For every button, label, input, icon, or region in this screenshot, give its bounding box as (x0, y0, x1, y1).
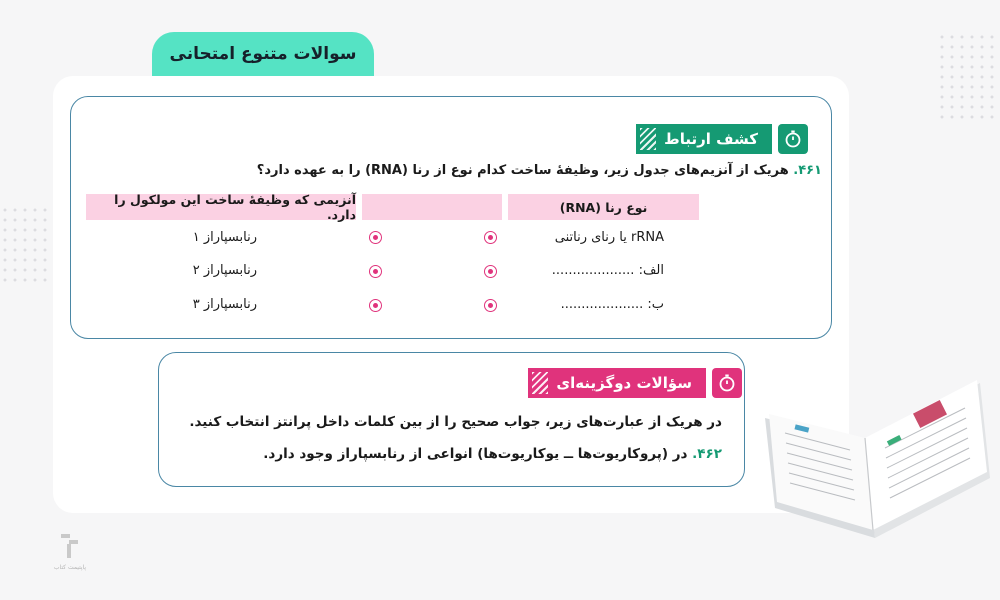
question-body: هریک از آنزیم‌های جدول زیر، وظیفهٔ ساخت کدام نوع از رنا (RNA) را به عهده دارد؟ (256, 163, 794, 178)
question-461-text (257, 163, 822, 178)
table-cell-rna-type: rRNA یا رنای رناتنی (554, 230, 664, 245)
dot-pattern-decoration (937, 32, 997, 122)
radio-dot-icon[interactable] (484, 299, 497, 312)
table-header-empty (362, 194, 502, 220)
radio-dot-icon[interactable] (369, 299, 382, 312)
table-cell-enzyme: رنابسپاراز ۳ (192, 297, 257, 312)
open-book-illustration (755, 378, 995, 548)
question-number: ۴۶۱. (793, 163, 822, 178)
brand-logo-icon (57, 532, 83, 562)
stopwatch-icon (712, 368, 742, 398)
radio-dot-icon[interactable] (369, 231, 382, 244)
brand-logo-text: پاپتیمت کتاب (53, 564, 87, 571)
radio-dot-icon[interactable] (484, 265, 497, 278)
radio-dot-icon[interactable] (369, 265, 382, 278)
instruction-text: در هریک از عبارت‌های زیر، جواب صحیح را از بین کلمات داخل پرانتز انتخاب کنید. (189, 414, 722, 430)
table-cell-rna-type: ب: .................... (560, 297, 664, 312)
dot-pattern-decoration (0, 205, 50, 285)
stopwatch-icon (778, 124, 808, 154)
radio-dot-icon[interactable] (484, 231, 497, 244)
table-header-rna-type: نوع رنا (RNA) (508, 194, 699, 220)
question-body: در (پروکاریوت‌ها ــ یوکاریوت‌ها) انواعی از رنابسپاراز وجود دارد. (263, 446, 693, 462)
question-number: ۴۶۲. (692, 446, 722, 462)
table-cell-rna-type: الف: .................... (551, 263, 664, 278)
section-header-two-choice (528, 368, 742, 398)
page-title-tab: سوالات متنوع امتحانی (152, 32, 374, 76)
question-462-text (263, 446, 722, 462)
brand-logo (50, 532, 90, 582)
section-header-label: سؤالات دوگزینه‌ای (528, 368, 706, 398)
table-header-enzyme: آنزیمی که وظیفهٔ ساخت این مولکول را دارد. (86, 194, 356, 220)
table-cell-enzyme: رنابسپاراز ۲ (192, 263, 257, 278)
section-header-kashf-ertebat (636, 124, 808, 154)
table-cell-enzyme: رنابسپاراز ۱ (192, 230, 257, 245)
section-header-label: کشف ارتباط (636, 124, 772, 154)
